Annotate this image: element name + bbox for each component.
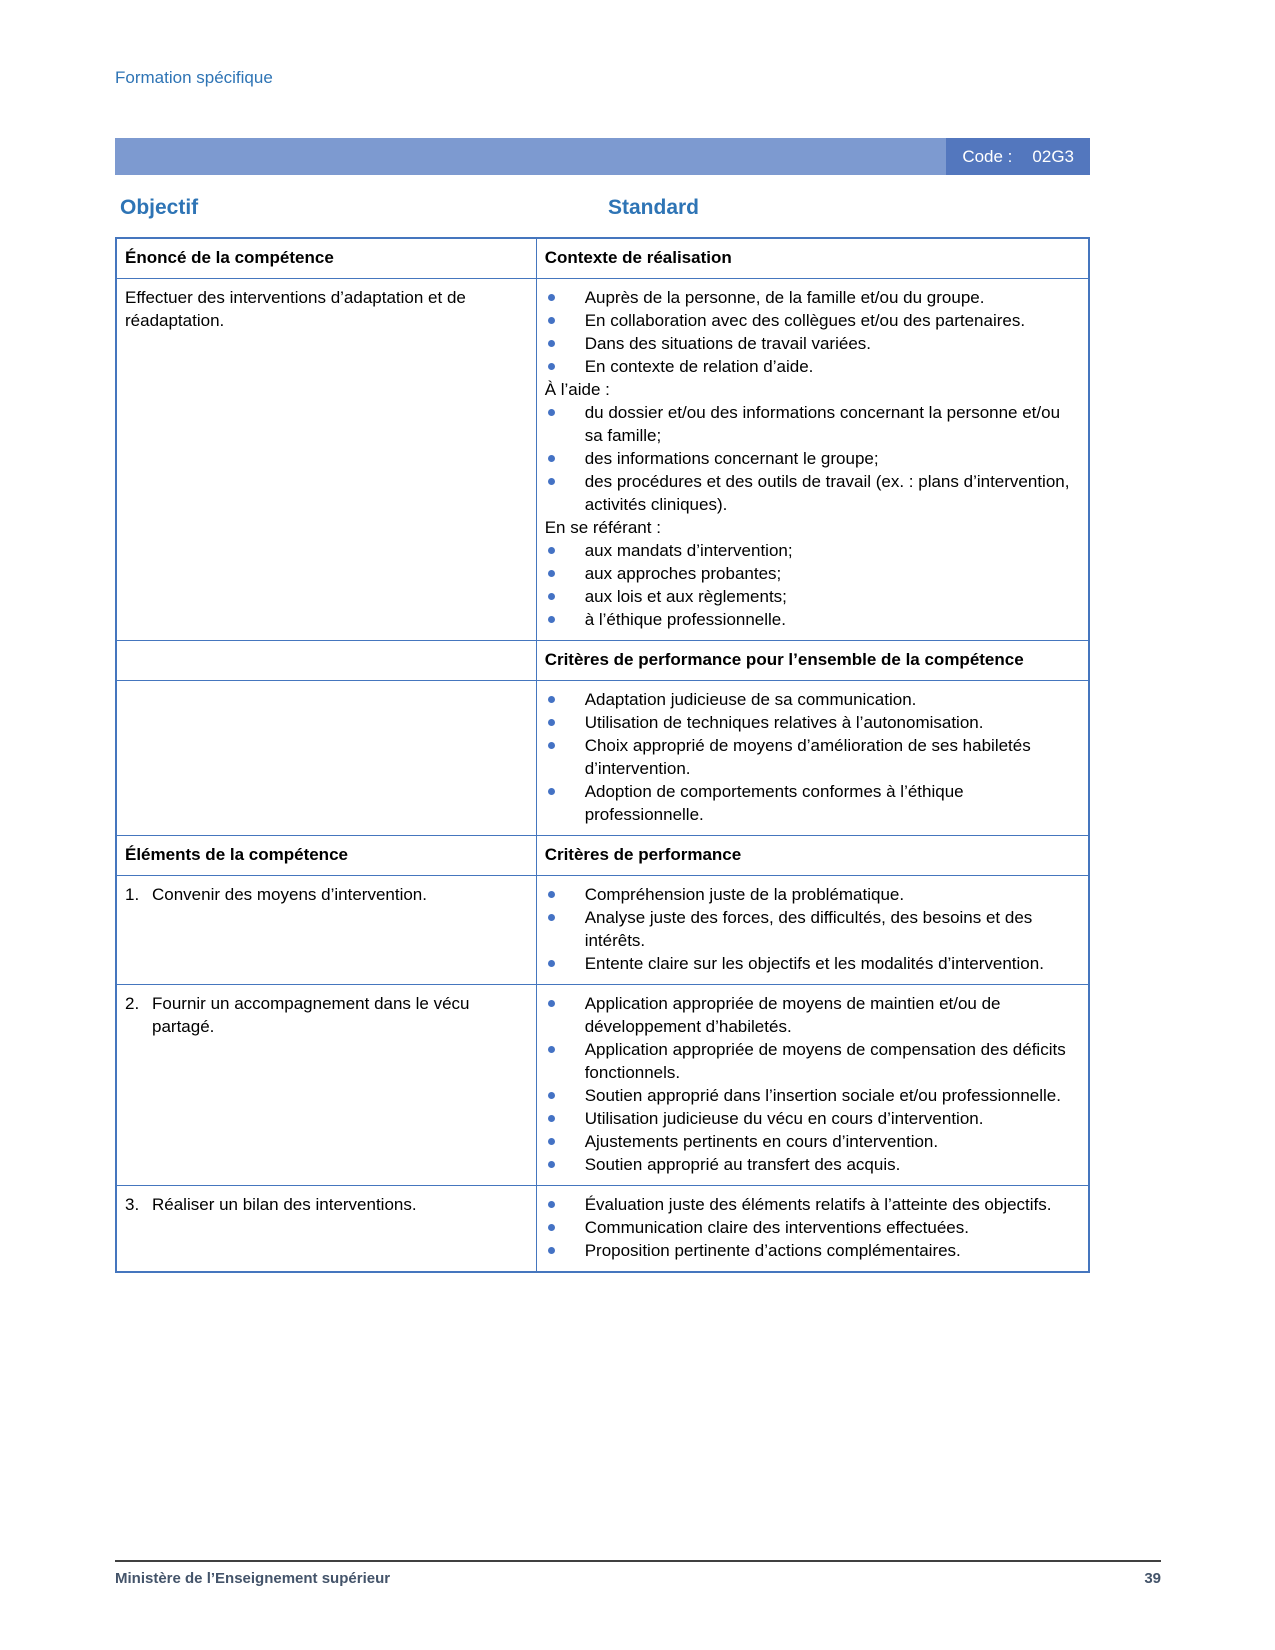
table-header-row-1 bbox=[116, 238, 1089, 279]
overall-criteria-title-row bbox=[116, 641, 1089, 681]
element-criteria-list bbox=[545, 1193, 1078, 1262]
list-item-text: des procédures et des outils de travail (ex. : plans d’intervention, activités cliniques). bbox=[584, 472, 1070, 514]
list-item bbox=[545, 401, 1078, 447]
list-item-text: du dossier et/ou des informations concernant la personne et/ou sa famille; bbox=[584, 403, 1061, 445]
list-item bbox=[545, 470, 1078, 516]
elements-header-cell: Éléments de la compétence bbox=[116, 836, 536, 876]
list-item-text: à l’éthique professionnelle. bbox=[584, 610, 786, 629]
element-criteria-list bbox=[545, 883, 1078, 975]
bullet-icon bbox=[548, 788, 555, 795]
competency-table bbox=[115, 237, 1090, 1273]
list-item bbox=[545, 539, 1078, 562]
element-label-cell bbox=[116, 1186, 536, 1273]
list-item bbox=[545, 883, 1078, 906]
document-body bbox=[115, 0, 1090, 1273]
list-item-text: Soutien approprié au transfert des acquis. bbox=[584, 1155, 901, 1174]
overall-criteria-list bbox=[545, 688, 1078, 826]
list-item-text: Compréhension juste de la problématique. bbox=[584, 885, 905, 904]
bullet-icon bbox=[548, 1000, 555, 1007]
code-label: Code : bbox=[962, 146, 1013, 166]
overall-criteria-list-row bbox=[116, 681, 1089, 836]
bullet-icon bbox=[548, 891, 555, 898]
list-item bbox=[545, 1038, 1078, 1084]
bullet-icon bbox=[548, 1201, 555, 1208]
list-item bbox=[545, 332, 1078, 355]
bullet-icon bbox=[548, 478, 555, 485]
overall-criteria-list-cell bbox=[536, 681, 1089, 836]
list-item-text: Adaptation judicieuse de sa communication. bbox=[584, 690, 917, 709]
bullet-icon bbox=[548, 742, 555, 749]
list-item bbox=[545, 562, 1078, 585]
list-item-text: En collaboration avec des collègues et/ou des partenaires. bbox=[584, 311, 1026, 330]
element-label: Convenir des moyens d’intervention. bbox=[152, 885, 427, 904]
bullet-icon bbox=[548, 294, 555, 301]
list-item-text: Utilisation judicieuse du vécu en cours d’intervention. bbox=[584, 1109, 984, 1128]
bullet-icon bbox=[548, 719, 555, 726]
list-item-text: Soutien approprié dans l’insertion sociale et/ou professionnelle. bbox=[584, 1086, 1061, 1105]
bullet-icon bbox=[548, 593, 555, 600]
competence-row bbox=[116, 279, 1089, 641]
element-row-1 bbox=[116, 876, 1089, 985]
list-label bbox=[545, 378, 1078, 401]
bullet-icon bbox=[548, 547, 555, 554]
bullet-icon bbox=[548, 1138, 555, 1145]
list-item bbox=[545, 1239, 1078, 1262]
list-item-text: Application appropriée de moyens de compensation des déficits fonctionnels. bbox=[584, 1040, 1066, 1082]
bullet-icon bbox=[548, 1247, 555, 1254]
list-item-text: Dans des situations de travail variées. bbox=[584, 334, 871, 353]
list-item bbox=[545, 780, 1078, 826]
element-criteria-cell bbox=[536, 876, 1089, 985]
bullet-icon bbox=[548, 1092, 555, 1099]
bullet-icon bbox=[548, 960, 555, 967]
list-item-text: Entente claire sur les objectifs et les modalités d’intervention. bbox=[584, 954, 1044, 973]
element-number: 3. bbox=[125, 1195, 140, 1214]
column-headings bbox=[115, 196, 1090, 220]
code-value: 02G3 bbox=[1032, 146, 1074, 166]
list-item-text: Utilisation de techniques relatives à l’autonomisation. bbox=[584, 713, 984, 732]
list-item-text: Adoption de comportements conformes à l’éthique professionnelle. bbox=[584, 782, 964, 824]
bullet-icon bbox=[548, 1161, 555, 1168]
list-item bbox=[545, 309, 1078, 332]
list-label bbox=[545, 516, 1078, 539]
element-item bbox=[125, 1193, 526, 1216]
list-item-text: Application appropriée de moyens de maintien et/ou de développement d’habiletés. bbox=[584, 994, 1001, 1036]
bullet-icon bbox=[548, 914, 555, 921]
element-criteria-cell bbox=[536, 985, 1089, 1186]
list-item-text: Analyse juste des forces, des difficultés, des besoins et des intérêts. bbox=[584, 908, 1033, 950]
footer bbox=[115, 1560, 1161, 1587]
list-item-text: Proposition pertinente d’actions complémentaires. bbox=[584, 1241, 961, 1260]
list-item bbox=[545, 585, 1078, 608]
element-label: Réaliser un bilan des interventions. bbox=[152, 1195, 417, 1214]
context-list bbox=[545, 286, 1078, 631]
bullet-icon bbox=[548, 409, 555, 416]
list-item-text: Communication claire des interventions effectuées. bbox=[584, 1218, 969, 1237]
element-number: 1. bbox=[125, 885, 140, 904]
list-item bbox=[545, 286, 1078, 309]
list-item bbox=[545, 1084, 1078, 1107]
list-item-text: aux approches probantes; bbox=[584, 564, 782, 583]
element-row-3 bbox=[116, 1186, 1089, 1273]
code-badge bbox=[946, 138, 1090, 175]
bullet-icon bbox=[548, 1115, 555, 1122]
list-item bbox=[545, 734, 1078, 780]
empty-cell bbox=[116, 681, 536, 836]
element-criteria-cell bbox=[536, 1186, 1089, 1273]
bullet-icon bbox=[548, 363, 555, 370]
list-item-text: Évaluation juste des éléments relatifs à l’atteinte des objectifs. bbox=[584, 1195, 1052, 1214]
bullet-icon bbox=[548, 616, 555, 623]
element-label-cell bbox=[116, 876, 536, 985]
bullet-icon bbox=[548, 340, 555, 347]
list-item bbox=[545, 355, 1078, 378]
bullet-icon bbox=[548, 696, 555, 703]
bullet-icon bbox=[548, 455, 555, 462]
list-item-text: En contexte de relation d’aide. bbox=[584, 357, 814, 376]
list-item-text: En se référant : bbox=[544, 518, 661, 537]
list-item bbox=[545, 1193, 1078, 1216]
standard-heading: Standard bbox=[608, 196, 700, 219]
list-item-text: aux lois et aux règlements; bbox=[584, 587, 787, 606]
list-item bbox=[545, 1107, 1078, 1130]
list-item bbox=[545, 952, 1078, 975]
bullet-icon bbox=[548, 1224, 555, 1231]
list-item bbox=[545, 688, 1078, 711]
context-list-cell bbox=[536, 279, 1089, 641]
contexte-header-cell: Contexte de réalisation bbox=[536, 238, 1089, 279]
section-label: Formation spécifique bbox=[115, 68, 273, 87]
footer-ministry-label: Ministère de l’Enseignement supérieur bbox=[115, 1570, 391, 1587]
code-bar bbox=[115, 138, 1090, 175]
list-item-text: des informations concernant le groupe; bbox=[584, 449, 879, 468]
list-item bbox=[545, 1216, 1078, 1239]
list-item-text: Ajustements pertinents en cours d’intervention. bbox=[584, 1132, 939, 1151]
enonce-header-cell: Énoncé de la compétence bbox=[116, 238, 536, 279]
element-row-2 bbox=[116, 985, 1089, 1186]
list-item-text: Auprès de la personne, de la famille et/ou du groupe. bbox=[584, 288, 985, 307]
competence-statement: Effectuer des interventions d’adaptation et de réadaptation. bbox=[125, 288, 466, 330]
objectif-heading: Objectif bbox=[120, 196, 199, 219]
list-item bbox=[545, 906, 1078, 952]
element-number: 2. bbox=[125, 994, 140, 1013]
list-item bbox=[545, 711, 1078, 734]
bullet-icon bbox=[548, 317, 555, 324]
list-item-text: Choix approprié de moyens d’amélioration de ses habiletés d’intervention. bbox=[584, 736, 1031, 778]
element-criteria-list bbox=[545, 992, 1078, 1176]
list-item bbox=[545, 1153, 1078, 1176]
list-item-text: À l’aide : bbox=[544, 380, 610, 399]
list-item bbox=[545, 608, 1078, 631]
list-item bbox=[545, 1130, 1078, 1153]
bullet-icon bbox=[548, 570, 555, 577]
list-item-text: aux mandats d’intervention; bbox=[584, 541, 793, 560]
empty-cell bbox=[116, 641, 536, 681]
list-item bbox=[545, 992, 1078, 1038]
criteres-header-cell: Critères de performance bbox=[536, 836, 1089, 876]
element-label-cell bbox=[116, 985, 536, 1186]
competence-statement-cell bbox=[116, 279, 536, 641]
element-label: Fournir un accompagnement dans le vécu partagé. bbox=[152, 994, 470, 1036]
bullet-icon bbox=[548, 1046, 555, 1053]
table-header-row-2 bbox=[116, 836, 1089, 876]
footer-page-number: 39 bbox=[1144, 1570, 1161, 1587]
element-item bbox=[125, 992, 526, 1038]
overall-criteria-title-cell: Critères de performance pour l’ensemble de la compétence bbox=[536, 641, 1089, 681]
element-item bbox=[125, 883, 526, 906]
list-item bbox=[545, 447, 1078, 470]
